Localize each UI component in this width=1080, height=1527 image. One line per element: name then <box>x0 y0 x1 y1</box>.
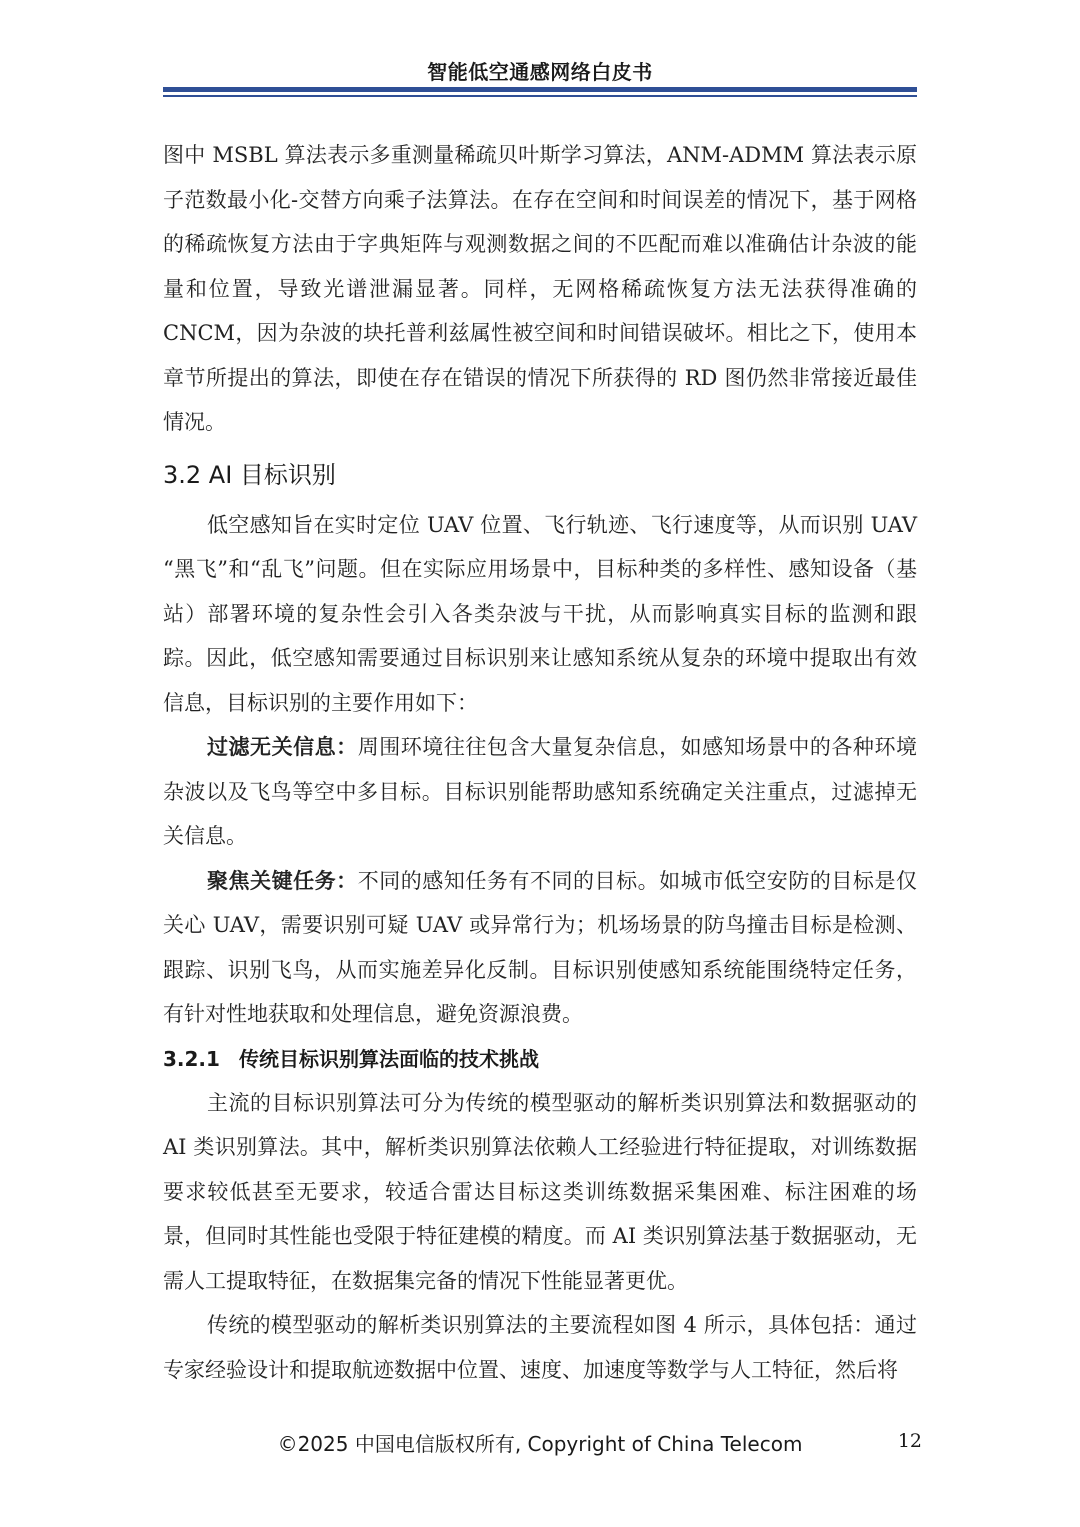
list-item-text: 周围环境往往包含大量复杂信息，如感知场景中的各种环境杂波以及飞鸟等空中多目标。目标识别能帮助感知系统确定关注重点，过滤掉无关信息。 <box>163 735 917 848</box>
section-heading-ai-recognition: 3.2 AI 目标识别 <box>163 460 336 489</box>
list-item-lead: 聚焦关键任务： <box>207 868 358 893</box>
paragraph-traditional-flow: 传统的模型驱动的解析类识别算法的主要流程如图 4 所示，具体包括：通过专家经验设计和提取航迹数据中位置、速度、加速度等数学与人工特征，然后将 <box>163 1313 917 1382</box>
header-rule-thin <box>163 95 917 97</box>
page-body <box>163 133 917 1392</box>
header-rule-thick <box>163 87 917 92</box>
page-number: 12 <box>897 1430 922 1452</box>
list-item-text: 不同的感知任务有不同的目标。如城市低空安防的目标是仅关心 UAV，需要识别可疑 UAV 或异常行为；机场场景的防鸟撞击目标是检测、跟踪、识别飞鸟，从而实施差异化反制。目标识别使感知系统能围绕特定任务，有针对性地获取和处理信息，避免资源浪费。 <box>163 868 917 1026</box>
subsection-number: 3.2.1 <box>163 1046 220 1071</box>
paragraph-msbl-comparison: 图中 MSBL 算法表示多重测量稀疏贝叶斯学习算法，ANM-ADMM 算法表示原子范数最小化-交替方向乘子法算法。在存在空间和时间误差的情况下，基于网格的稀疏恢复方法由于字典矩阵与观测数据之间的不匹配而难以准确估计杂波的能量和位置，导致光谱泄漏显著。同样，无网格稀疏恢复方法无法获得准确的 CNCM，因为杂波的块托普利兹属性被空间和时间错误破坏。相比之下，使用本章节所提出的算法，即使在存在错误的情况下所获得的 RD 图仍然非常接近最佳情况。 <box>163 143 917 434</box>
list-item-lead: 过滤无关信息： <box>207 735 358 759</box>
subsection-heading <box>163 1037 917 1081</box>
list-item-filter-irrelevant <box>163 725 917 859</box>
paragraph-mainstream-algorithms: 主流的目标识别算法可分为传统的模型驱动的解析类识别算法和数据驱动的 AI 类识别算法。其中，解析类识别算法依赖人工经验进行特征提取，对训练数据要求较低甚至无要求，较适合雷达目标这类训练数据采集困难、标注困难的场景，但同时其性能也受限于特征建模的精度。而 AI 类识别算法基于数据驱动，无需人工提取特征，在数据集完备的情况下性能显著更优。 <box>163 1090 917 1293</box>
list-item-focus-tasks <box>163 859 917 1037</box>
paragraph-low-altitude-sensing: 低空感知旨在实时定位 UAV 位置、飞行轨迹、飞行速度等，从而识别 UAV “黑飞”和“乱飞”问题。但在实际应用场景中，目标种类的多样性、感知设备（基站）部署环境的复杂性会引入各类杂波与干扰，从而影响真实目标的监测和跟踪。因此，低空感知需要通过目标识别来让感知系统从复杂的环境中提取出有效信息，目标识别的主要作用如下： <box>163 512 917 715</box>
footer-copyright: ©2025 中国电信版权所有, Copyright of China Telecom <box>277 1432 803 1456</box>
running-header-title: 智能低空通感网络白皮书 <box>427 60 653 84</box>
subsection-title: 传统目标识别算法面临的技术挑战 <box>239 1046 539 1071</box>
